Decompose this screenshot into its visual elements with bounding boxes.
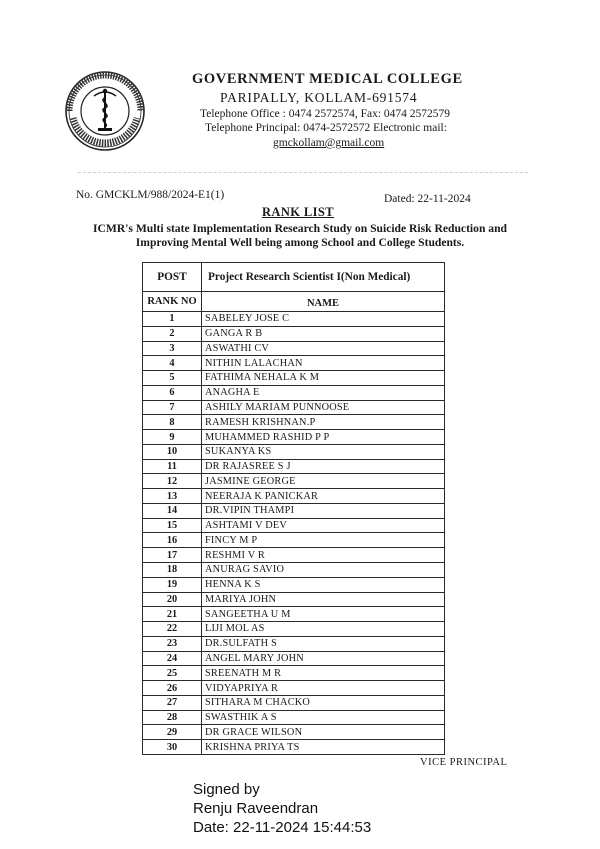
table-row [143,489,445,504]
rank-number: 8 [143,415,202,430]
candidate-name: SANGEETHA U M [202,607,445,622]
table-row [143,740,445,755]
signed-by-label: Signed by [193,781,260,798]
candidate-name: SABELEY JOSE C [202,312,445,327]
document-date: Dated: 22-11-2024 [384,193,471,205]
rank-number: 12 [143,474,202,489]
table-row [143,666,445,681]
candidate-name: ANURAG SAVIO [202,563,445,578]
signer-name: Renju Raveendran [193,800,319,817]
candidate-name: DR GRACE WILSON [202,725,445,740]
candidate-name: MUHAMMED RASHID P P [202,430,445,445]
post-row [143,263,445,292]
contact-email: gmckollam@gmail.com [273,137,385,149]
rank-number: 11 [143,459,202,474]
rank-number: 13 [143,489,202,504]
contact-line-office: Telephone Office : 0474 2572574, Fax: 0474 2572579 [200,108,451,120]
table-row [143,518,445,533]
table-row [143,341,445,356]
table-row [143,622,445,637]
rank-number: 15 [143,518,202,533]
table-row [143,651,445,666]
candidate-name: SWASTHIK A S [202,710,445,725]
candidate-name: FATHIMA NEHALA K M [202,371,445,386]
table-row [143,636,445,651]
candidate-name: NITHIN LALACHAN [202,356,445,371]
college-name: GOVERNMENT MEDICAL COLLEGE [192,71,463,87]
candidate-name: SITHARA M CHACKO [202,695,445,710]
table-row [143,371,445,386]
candidate-name: JASMINE GEORGE [202,474,445,489]
table-row [143,681,445,696]
rank-number: 28 [143,710,202,725]
rank-number: 6 [143,385,202,400]
signature-date: Date: 22-11-2024 15:44:53 [193,819,372,836]
college-address: PARIPALLY, KOLLAM-691574 [220,90,418,105]
table-row [143,400,445,415]
reference-number: No. GMCKLM/988/2024-E1(1) [76,189,225,201]
table-row [143,444,445,459]
rank-number: 19 [143,577,202,592]
candidate-name: LIJI MOL AS [202,622,445,637]
candidate-name: SREENATH M R [202,666,445,681]
rank-number: 16 [143,533,202,548]
rank-rows [143,312,445,755]
rank-list-title: RANK LIST [262,205,335,219]
candidate-name: ASHILY MARIAM PUNNOOSE [202,400,445,415]
candidate-name: HENNA K S [202,577,445,592]
candidate-name: RESHMI V R [202,548,445,563]
rank-list-table [142,262,445,755]
table-row [143,725,445,740]
candidate-name: MARIYA JOHN [202,592,445,607]
rank-number: 17 [143,548,202,563]
rank-number: 21 [143,607,202,622]
candidate-name: FINCY M P [202,533,445,548]
rank-number: 18 [143,563,202,578]
rank-number: 24 [143,651,202,666]
table-row [143,592,445,607]
table-row [143,563,445,578]
candidate-name: DR.VIPIN THAMPI [202,503,445,518]
table-row [143,385,445,400]
table-row [143,577,445,592]
candidate-name: RAMESH KRISHNAN.P [202,415,445,430]
candidate-name: ASHTAMI V DEV [202,518,445,533]
rank-number: 1 [143,312,202,327]
name-column-header: NAME [202,292,445,312]
rank-number: 30 [143,740,202,755]
table-row [143,459,445,474]
rank-number: 4 [143,356,202,371]
digital-signature-block [193,780,371,837]
rank-number: 29 [143,725,202,740]
rank-column-header: RANK NO [143,292,202,312]
table-row [143,312,445,327]
candidate-name: KRISHNA PRIYA TS [202,740,445,755]
rank-number: 10 [143,444,202,459]
rank-number: 26 [143,681,202,696]
table-row [143,607,445,622]
table-row [143,326,445,341]
candidate-name: SUKANYA KS [202,444,445,459]
rank-number: 14 [143,503,202,518]
table-row [143,430,445,445]
candidate-name: VIDYAPRIYA R [202,681,445,696]
vice-principal-designation: VICE PRINCIPAL [420,757,508,768]
table-row [143,710,445,725]
header-divider [78,172,528,173]
table-row [143,548,445,563]
rank-number: 9 [143,430,202,445]
candidate-name: ANGEL MARY JOHN [202,651,445,666]
candidate-name: NEERAJA K PANICKAR [202,489,445,504]
rank-number: 3 [143,341,202,356]
rank-number: 2 [143,326,202,341]
table-row [143,474,445,489]
candidate-name: DR.SULFATH S [202,636,445,651]
contact-line-principal: Telephone Principal: 0474-2572572 Electronic mail: [205,122,447,134]
college-seal-logo [64,70,146,152]
rank-number: 5 [143,371,202,386]
table-row [143,503,445,518]
table-row [143,695,445,710]
rank-number: 20 [143,592,202,607]
candidate-name: GANGA R B [202,326,445,341]
post-value: Project Research Scientist I(Non Medical) [202,263,445,292]
candidate-name: ANAGHA E [202,385,445,400]
table-row [143,356,445,371]
candidate-name: DR RAJASREE S J [202,459,445,474]
document-subject: ICMR's Multi state Implementation Research Study on Suicide Risk Reduction and Improving Mental Well being among School and College Students. [93,222,507,249]
rank-number: 7 [143,400,202,415]
table-header-row [143,292,445,312]
rank-number: 27 [143,695,202,710]
table-row [143,533,445,548]
rank-number: 25 [143,666,202,681]
rank-number: 23 [143,636,202,651]
table-row [143,415,445,430]
post-label: POST [143,263,202,292]
rank-number: 22 [143,622,202,637]
candidate-name: ASWATHI CV [202,341,445,356]
